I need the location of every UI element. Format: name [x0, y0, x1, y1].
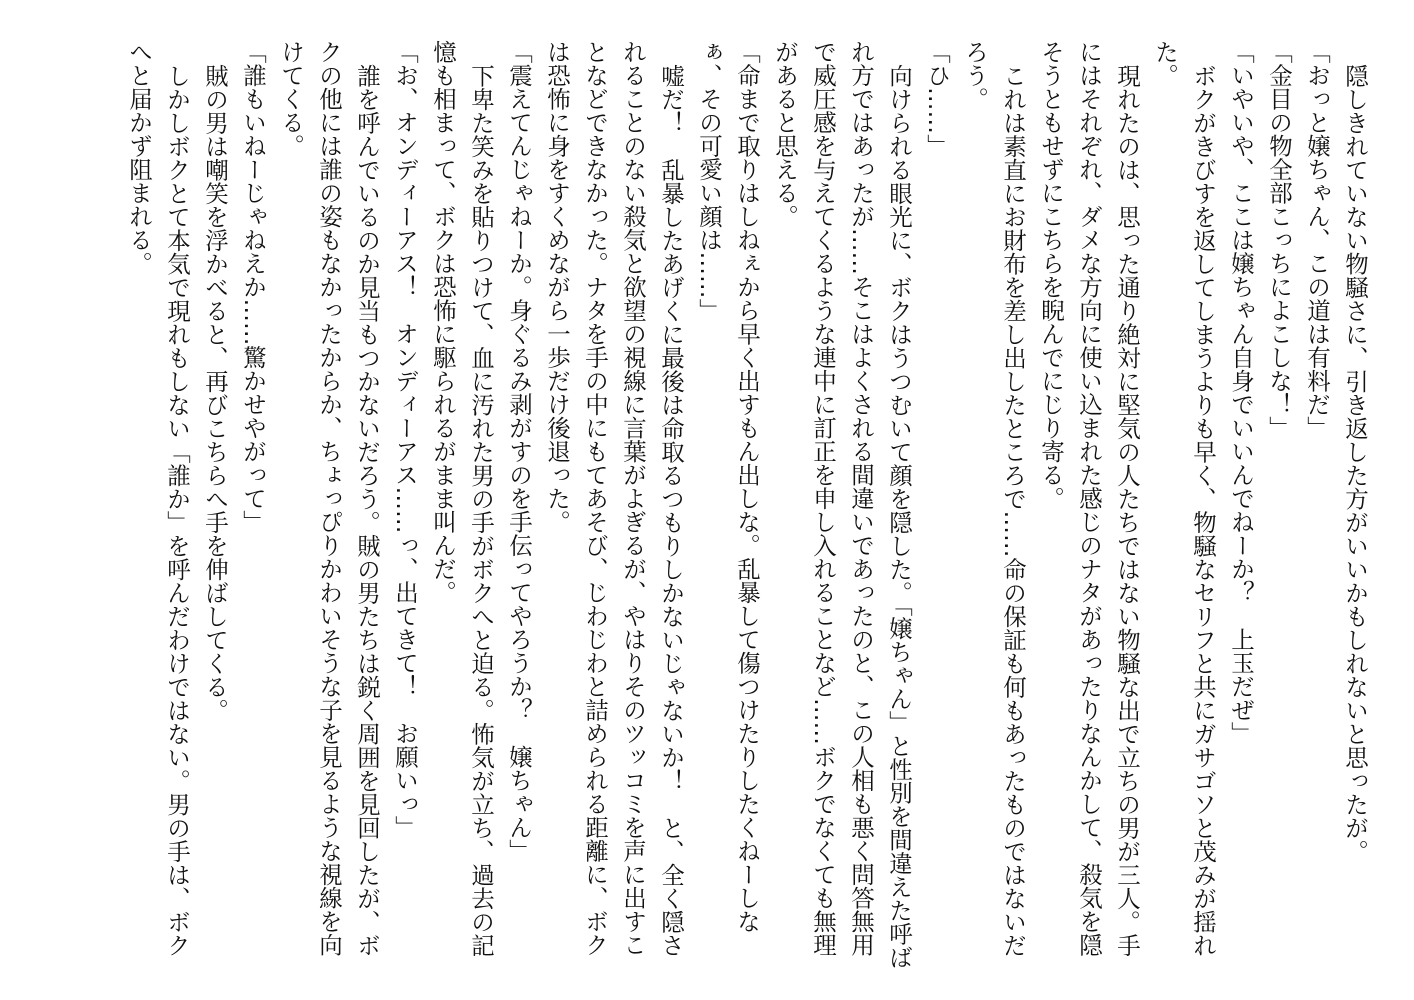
dialogue-line: 「震えてんじゃねーか。身ぐるみ剥がすのを手伝ってやろうか？ 嬢ちゃん」: [505, 40, 533, 863]
paragraph: 嘘だ！ 乱暴したあげくに最後は命取るつもりしかないじゃないか！ と、全く隠されることのない殺気と欲望の視線に言葉がよぎるが、やはりそのツッコミを声に出すことなどできなかった。ナタを手の中にもてあそび、じわじわと詰められる距離に、ボクは恐怖に身をすくめながら一歩だけ後退った。: [543, 40, 685, 957]
vertical-text-body: [40, 40, 1374, 975]
dialogue-line: 「ひ……」: [923, 40, 951, 158]
paragraph: 隠しきれていない物騒さに、引き返した方がいいかもしれないと思ったが。: [1341, 63, 1369, 863]
paragraph: 向けられる眼光に、ボクはうつむいて顔を隠した。「嬢ちゃん」と性別を間違えた呼ばれ方ではあったが……そこはよくされる間違いであったのと、この人相も悪く問答無用で威圧感を与えてくるような連中に訂正を申し入れることなど……ボクでなくても無理があると思える。: [771, 40, 913, 969]
paragraph: 賊の男は嘲笑を浮かべると、再びこちらへ手を伸ばしてくる。: [201, 63, 229, 722]
dialogue-line: 「いやいや、ここは嬢ちゃん自身でいいんでねーか？ 上玉だぜ」: [1227, 40, 1255, 745]
paragraph: しかしボクとて本気で現れもしない「誰か」を呼んだわけではない。男の手は、ボクへと届かず阻まれる。: [125, 40, 191, 957]
dialogue-line: 「金目の物全部こっちによこしな！」: [1265, 40, 1293, 440]
dialogue-line: 「お、オンディーアス！ オンディーアス……っ、出てきて！ お願いっ」: [391, 40, 419, 839]
dialogue-line: 「誰もいねーじゃねえか……驚かせやがって」: [239, 40, 267, 534]
paragraph: 下卑た笑みを貼りつけて、血に汚れた男の手がボクへと迫る。怖気が立ち、過去の記憶も相まって、ボクは恐怖に駆られるがまま叫んだ。: [429, 40, 495, 957]
paragraph: ボクがきびすを返してしまうよりも早く、物騒なセリフと共にガサゴソと茂みが揺れた。: [1151, 40, 1217, 957]
dialogue-line: 「命まで取りはしねぇから早く出すもん出しな。乱暴して傷つけたりしたくねーしなぁ、その可愛い顔は……」: [695, 40, 761, 933]
paragraph: 現れたのは、思った通り絶対に堅気の人たちではない物騒な出で立ちの男が三人。手にはそれぞれ、ダメな方向に使い込まれた感じのナタがあったりなんかして、殺気を隠そうともせずにこちらを睨んでにじり寄る。: [1037, 40, 1141, 957]
dialogue-line: 「おっと嬢ちゃん、この道は有料だ」: [1303, 40, 1331, 440]
paragraph: これは素直にお財布を差し出したところで……命の保証も何もあったものではないだろう。: [961, 40, 1027, 957]
paragraph: 誰を呼んでいるのか見当もつかないだろう。賊の男たちは鋭く周囲を見回したが、ボクの他には誰の姿もなかったからか、ちょっぴりかわいそうな子を見るような視線を向けてくる。: [277, 40, 381, 957]
